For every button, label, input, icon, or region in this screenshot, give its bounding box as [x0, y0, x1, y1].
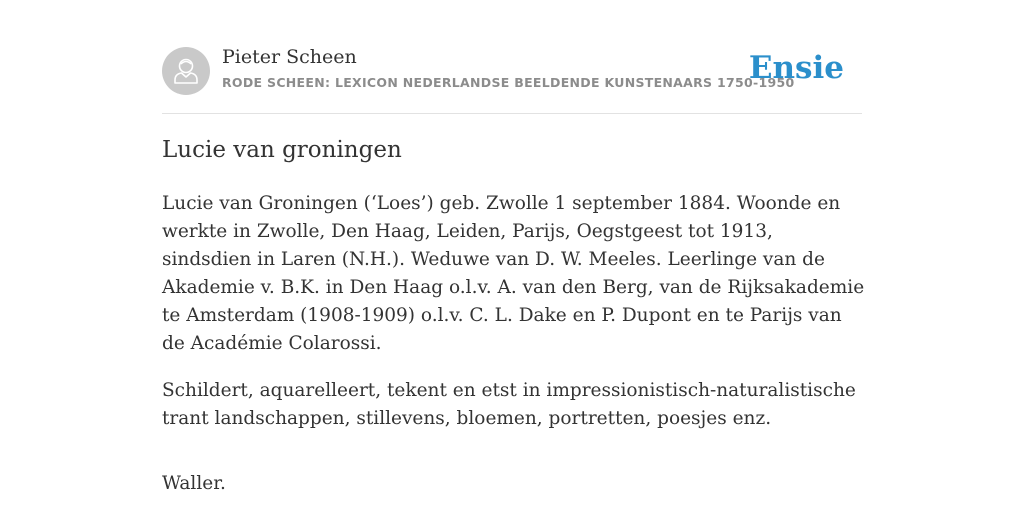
- header-divider: [162, 113, 862, 114]
- article-signature: Waller.: [162, 473, 226, 494]
- brand-logo[interactable]: Ensie: [748, 50, 844, 86]
- author-avatar[interactable]: [162, 47, 210, 95]
- article-header: [162, 46, 862, 96]
- article-body: [162, 190, 867, 512]
- user-outline-icon: [162, 47, 210, 95]
- article-paragraph: Schildert, aquarelleert, tekent en etst in impressionistisch-naturalistische trant landschappen, stillevens, bloemen, portretten, poesjes enz.: [162, 380, 856, 429]
- author-name[interactable]: Pieter Scheen: [222, 46, 357, 68]
- article-title: Lucie van groningen: [162, 137, 402, 163]
- article-paragraph: Lucie van Groningen (‘Loes’) geb. Zwolle 1 september 1884. Woonde en werkte in Zwolle, Den Haag, Leiden, Parijs, Oegstgeest tot 1913, sindsdien in Laren (N.H.). Weduwe van D. W. Meeles. Leerlinge van de Akademie v. B.K. in Den Haag o.l.v. A. van den Berg, van de Rijksakademie te Amsterdam (1908-1909) o.l.v. C. L. Dake en P. Dupont en te Parijs van de Académie Colarossi.: [162, 193, 865, 354]
- source-label[interactable]: RODE SCHEEN: LEXICON NEDERLANDSE BEELDENDE KUNSTENAARS 1750-1950: [222, 75, 795, 90]
